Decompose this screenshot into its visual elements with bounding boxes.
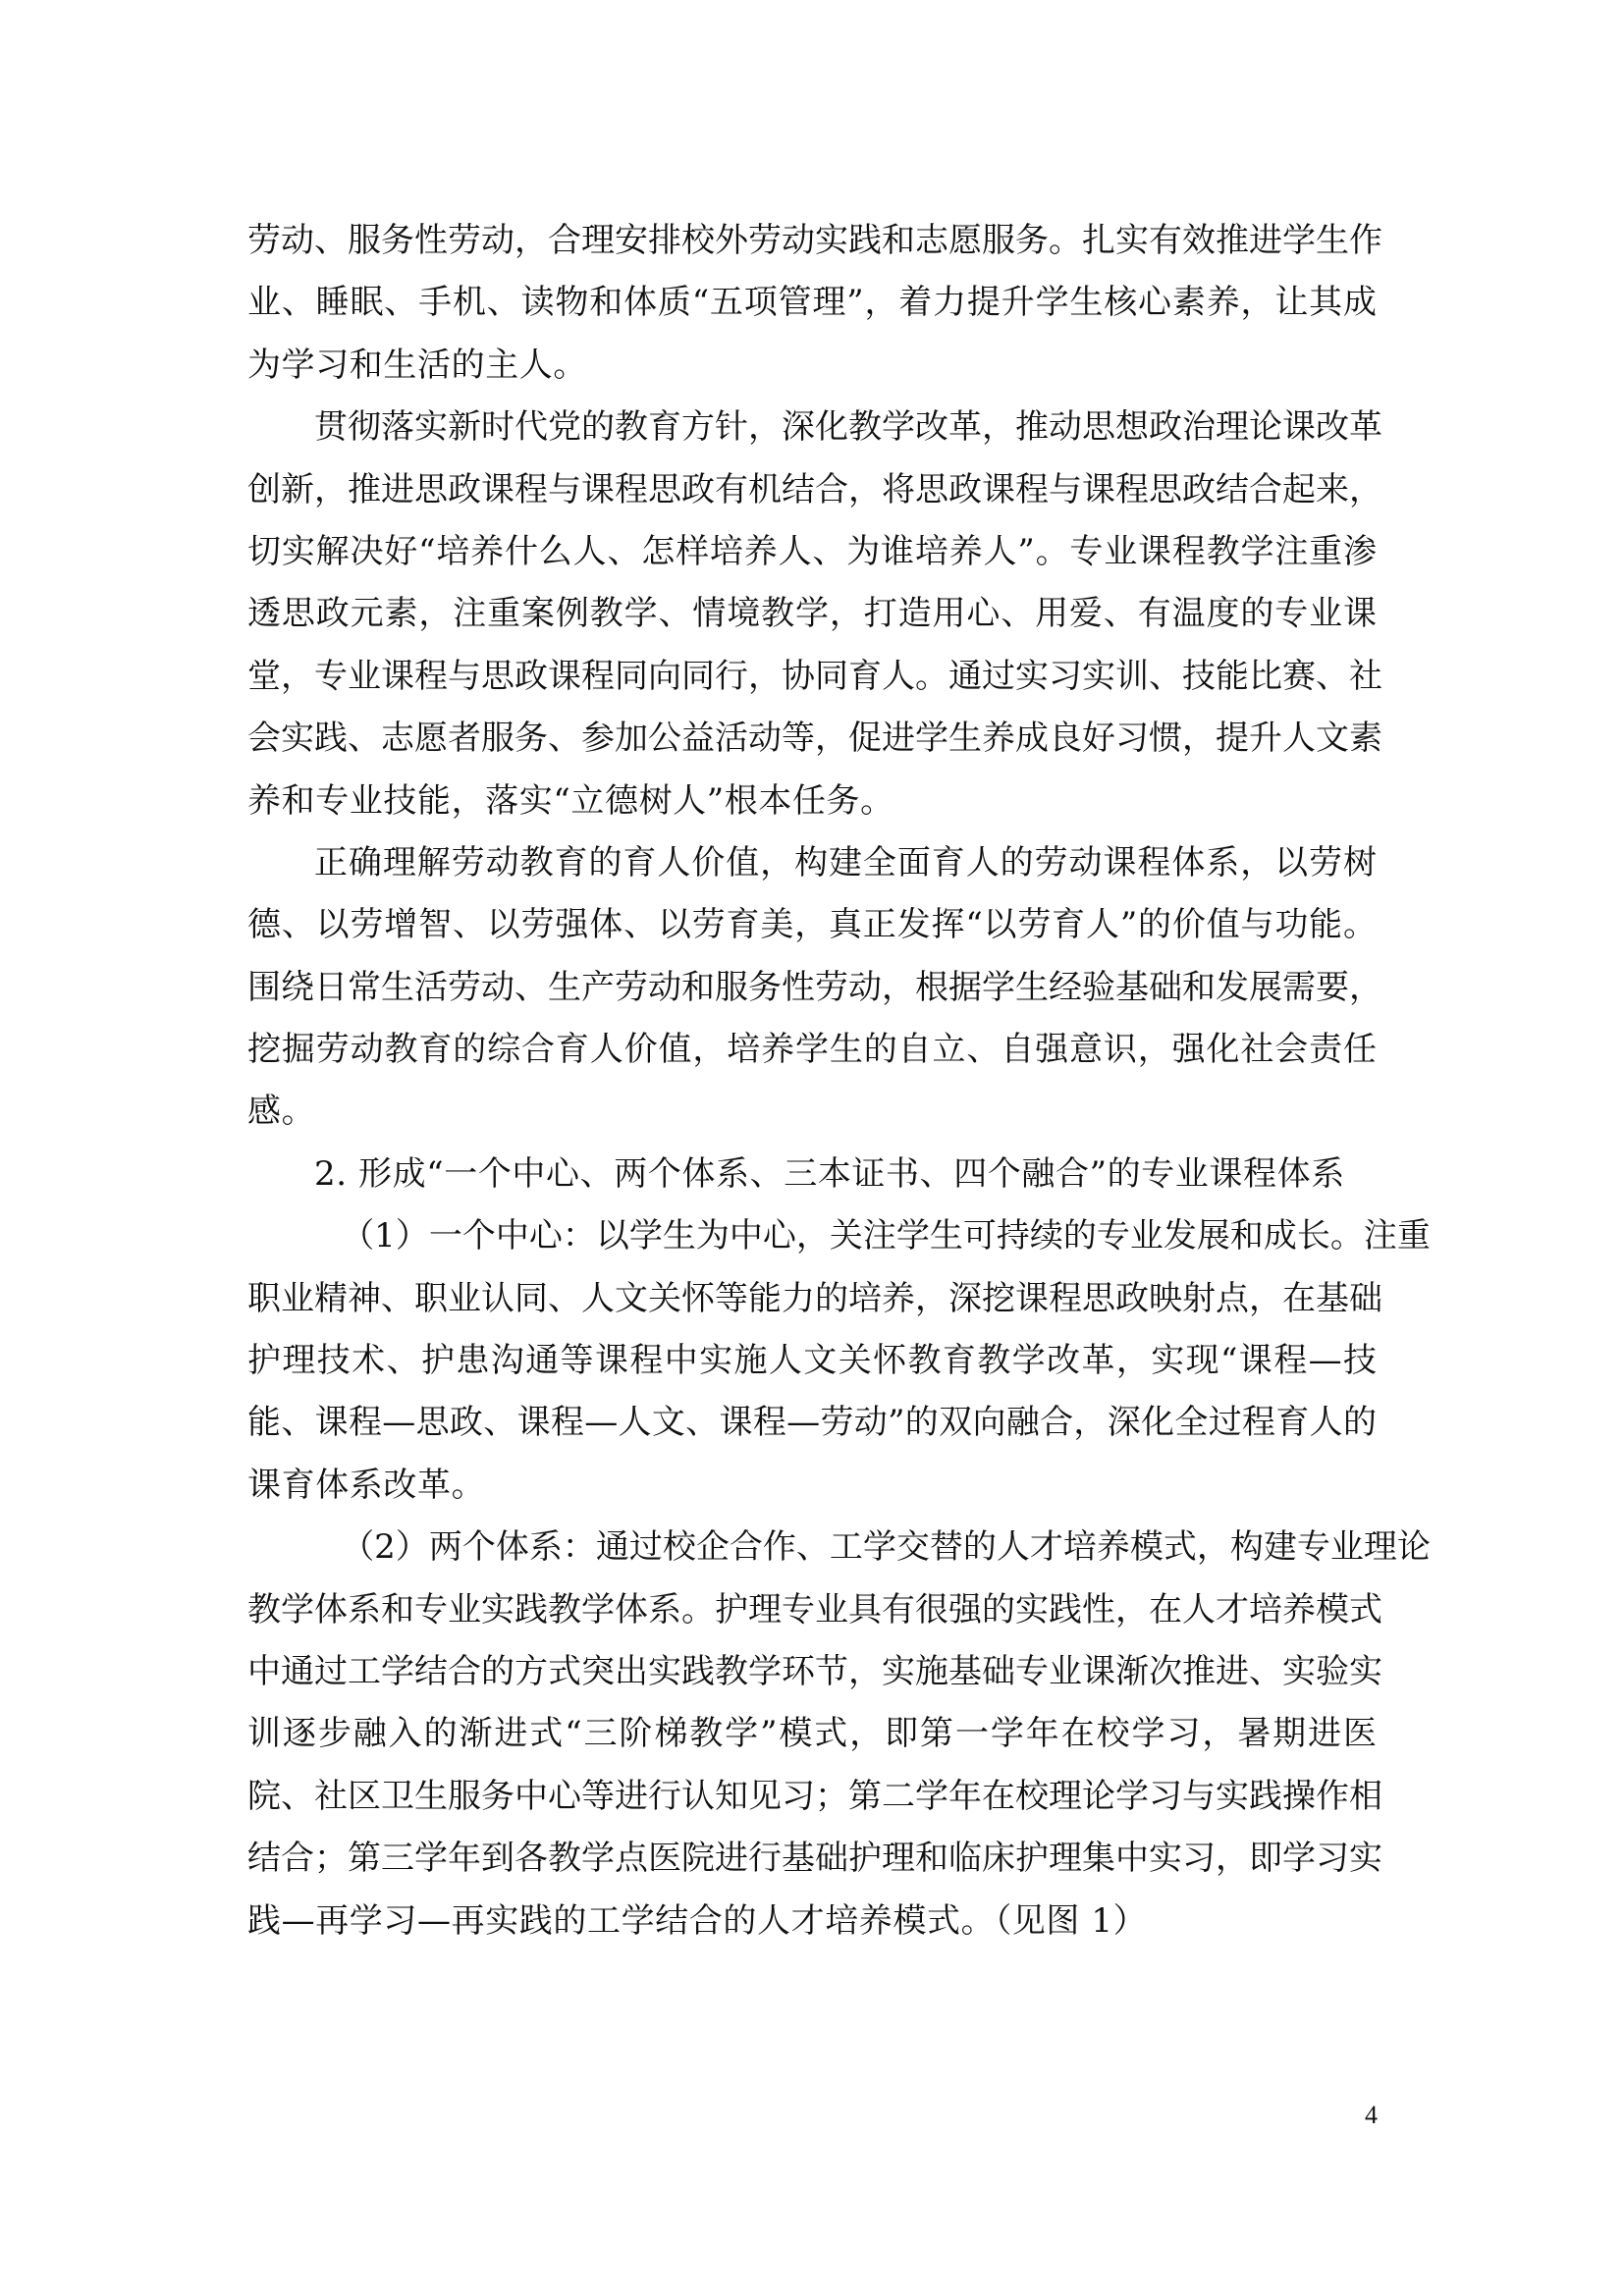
text-line: 训逐步融入的渐进式“三阶梯教学”模式，即第一学年在校学习，暑期进医 xyxy=(247,1714,1379,1754)
text-line: 职业精神、职业认同、人文关怀等能力的培养，深挖课程思政映射点，在基础 xyxy=(247,1278,1382,1318)
text-line: 创新，推进思政课程与课程思政有机结合，将思政课程与课程思政结合起来， xyxy=(247,469,1382,509)
text-line: 切实解决好“培养什么人、怎样培养人、为谁培养人”。专业课程教学注重渗 xyxy=(247,531,1378,571)
document-body xyxy=(247,210,1431,1952)
text-line: 中通过工学结合的方式突出实践教学环节，实施基础专业课渐次推进、实验实 xyxy=(247,1651,1382,1691)
text-line: 德、以劳增智、以劳强体、以劳育美，真正发挥“以劳育人”的价值与功能。 xyxy=(247,905,1378,945)
text-line: 结合；第三学年到各教学点医院进行基础护理和临床护理集中实习，即学习实 xyxy=(247,1839,1382,1879)
text-line: 践—再学习—再实践的工学结合的人才培养模式。（见图 1） xyxy=(247,1900,1148,1941)
text-line: （2）两个体系：通过校企合作、工学交替的人才培养模式，构建专业理论 xyxy=(341,1527,1431,1568)
text-line: 护理技术、护患沟通等课程中实施人文关怀教育教学改革，实现“课程—技 xyxy=(247,1341,1379,1381)
text-line: 挖掘劳动教育的综合育人价值，培养学生的自立、自强意识，强化社会责任 xyxy=(247,1030,1378,1070)
text-line: 围绕日常生活劳动、生产劳动和服务性劳动，根据学生经验基础和发展需要， xyxy=(247,967,1382,1007)
page-number: 4 xyxy=(1365,2101,1378,2129)
text-line: 感。 xyxy=(247,1092,316,1132)
text-line: 正确理解劳动教育的育人价值，构建全面育人的劳动课程体系，以劳树 xyxy=(314,842,1378,882)
text-line: 课育体系改革。 xyxy=(247,1465,486,1505)
text-line: 会实践、志愿者服务、参加公益活动等，促进学生养成良好习惯，提升人文素 xyxy=(247,719,1382,759)
text-line: 能、课程—思政、课程—人文、课程—劳动”的双向融合，深化全过程育人的 xyxy=(247,1403,1378,1443)
text-line: 业、睡眠、手机、读物和体质“五项管理”，着力提升学生核心素养，让其成 xyxy=(247,283,1378,323)
text-line: 透思政元素，注重案例教学、情境教学，打造用心、用爱、有温度的专业课 xyxy=(247,594,1378,634)
text-line: 养和专业技能，落实“立德树人”根本任务。 xyxy=(247,780,894,821)
text-line: 为学习和生活的主人。 xyxy=(247,345,587,385)
text-line: 院、社区卫生服务中心等进行认知见习；第二学年在校理论学习与实践操作相 xyxy=(247,1776,1382,1816)
text-line: 2. 形成“一个中心、两个体系、三本证书、四个融合”的专业课程体系 xyxy=(314,1153,1345,1194)
text-line: （1）一个中心：以学生为中心，关注学生可持续的专业发展和成长。注重 xyxy=(341,1216,1431,1256)
text-line: 劳动、服务性劳动，合理安排校外劳动实践和志愿服务。扎实有效推进学生作 xyxy=(247,221,1382,260)
text-line: 教学体系和专业实践教学体系。护理专业具有很强的实践性，在人才培养模式 xyxy=(247,1589,1382,1629)
text-line: 堂，专业课程与思政课程同向同行，协同育人。通过实习实训、技能比赛、社 xyxy=(247,656,1382,696)
text-line: 贯彻落实新时代党的教育方针，深化教学改革，推动思想政治理论课改革 xyxy=(314,407,1382,448)
